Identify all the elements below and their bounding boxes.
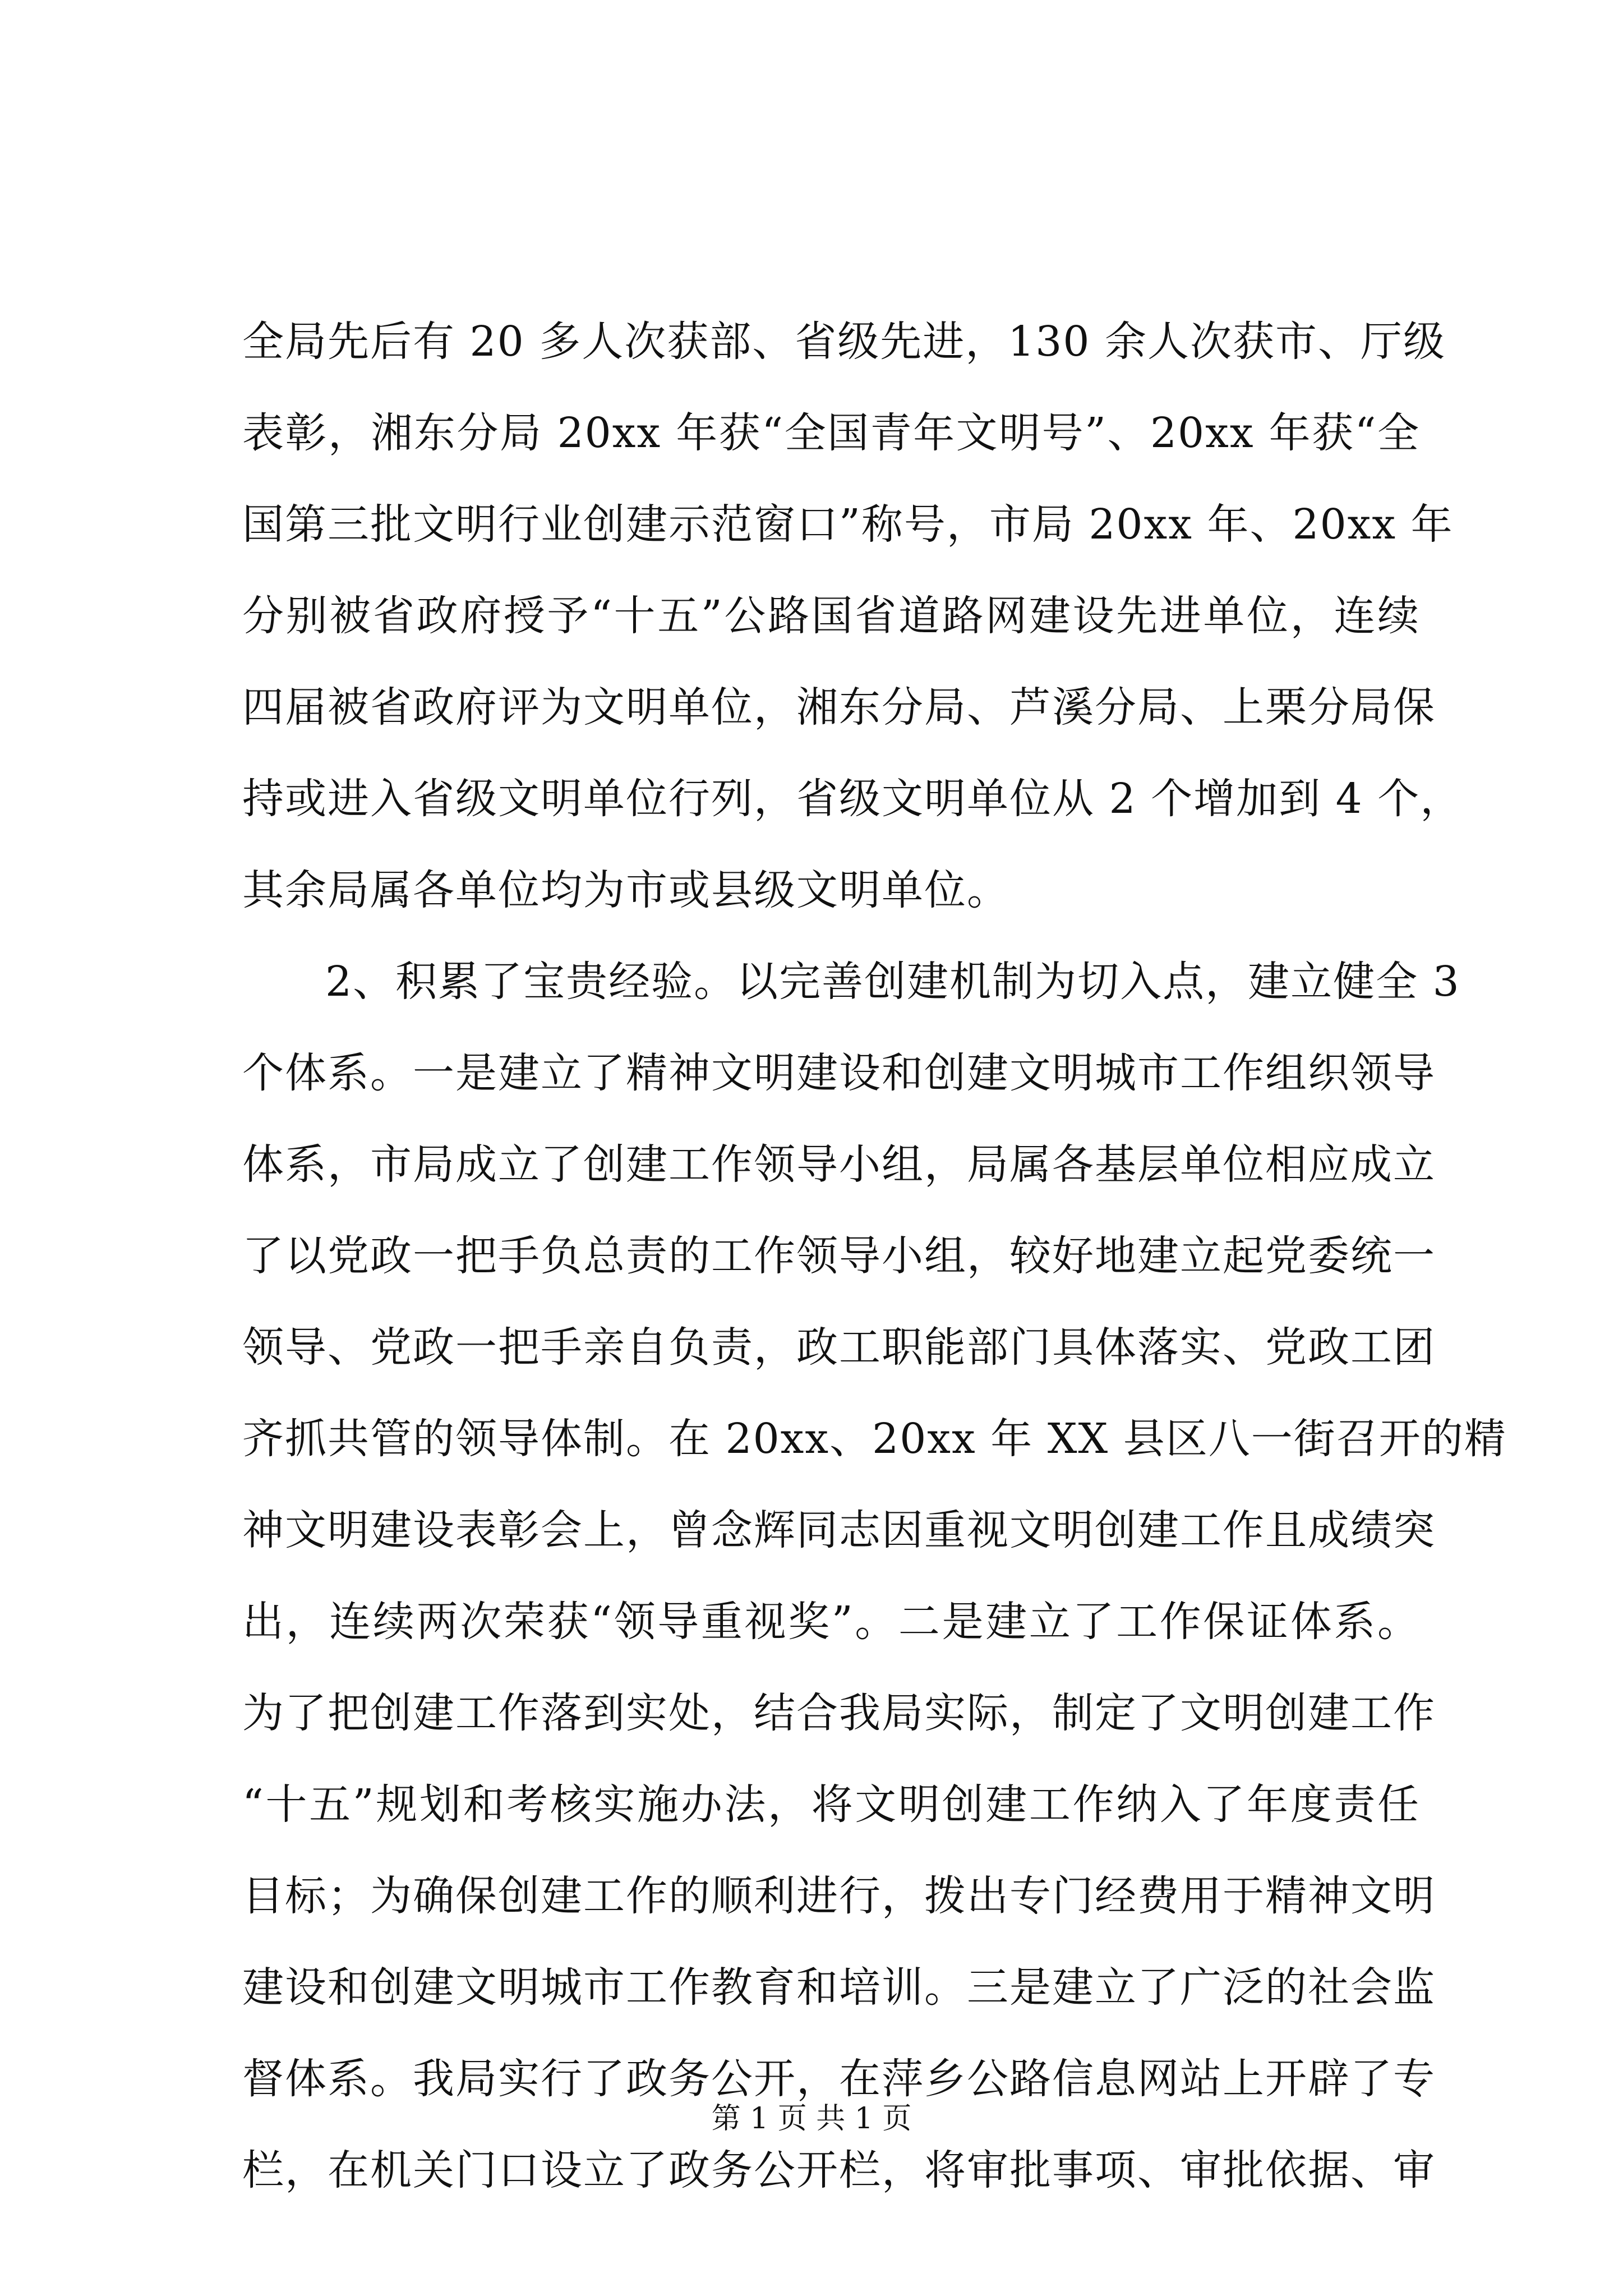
text-line: 领导、党政一把手亲自负责，政工职能部门具体落实、党政工团 (242, 1323, 1436, 1372)
page-footer (0, 2099, 1623, 2138)
text-line: 分别被省政府授予“十五”公路国省道路网建设先进单位，连续 (242, 592, 1420, 640)
page-number-label: 第 1 页 共 1 页 (711, 2102, 912, 2136)
text-line: 督体系。我局实行了政务公开，在萍乡公路信息网站上开辟了专 (242, 2055, 1436, 2103)
text-line: 神文明建设表彰会上，曾念辉同志因重视文明创建工作且成绩突 (242, 1506, 1436, 1554)
text-line: “十五”规划和考核实施办法，将文明创建工作纳入了年度责任 (242, 1780, 1420, 1829)
text-line: 齐抓共管的领导体制。在 20xx、20xx 年 XX 县区八一街召开的精 (242, 1415, 1507, 1463)
text-line: 个体系。一是建立了精神文明建设和创建文明城市工作组织领导 (242, 1049, 1436, 1097)
text-line: 建设和创建文明城市工作教育和培训。三是建立了广泛的社会监 (242, 1963, 1436, 2012)
text-line: 全局先后有 20 多人次获部、省级先进，130 余人次获市、厅级 (242, 318, 1446, 366)
text-line: 表彰，湘东分局 20xx 年获“全国青年文明号”、20xx 年获“全 (242, 409, 1420, 457)
text-line: 持或进入省级文明单位行列，省级文明单位从 2 个增加到 4 个， (242, 775, 1463, 823)
paragraph-first-line: 2、积累了宝贵经验。以完善创建机制为切入点，建立健全 3 (325, 958, 1460, 1006)
text-line: 了以党政一把手负总责的工作领导小组，较好地建立起党委统一 (242, 1232, 1436, 1280)
text-line: 体系，市局成立了创建工作领导小组，局属各基层单位相应成立 (242, 1140, 1436, 1189)
text-line: 出，连续两次荣获“领导重视奖”。二是建立了工作保证体系。 (242, 1598, 1420, 1646)
text-line: 栏，在机关门口设立了政务公开栏，将审批事项、审批依据、审 (242, 2146, 1436, 2194)
body-text (242, 296, 1507, 2216)
text-line: 目标；为确保创建工作的顺利进行，拨出专门经费用于精神文明 (242, 1872, 1436, 1920)
text-line: 为了把创建工作落到实处，结合我局实际，制定了文明创建工作 (242, 1689, 1436, 1737)
text-line: 其余局属各单位均为市或县级文明单位。 (242, 866, 1009, 914)
text-line: 国第三批文明行业创建示范窗口”称号，市局 20xx 年、20xx 年 (242, 500, 1454, 549)
text-line: 四届被省政府评为文明单位，湘东分局、芦溪分局、上栗分局保 (242, 683, 1436, 731)
